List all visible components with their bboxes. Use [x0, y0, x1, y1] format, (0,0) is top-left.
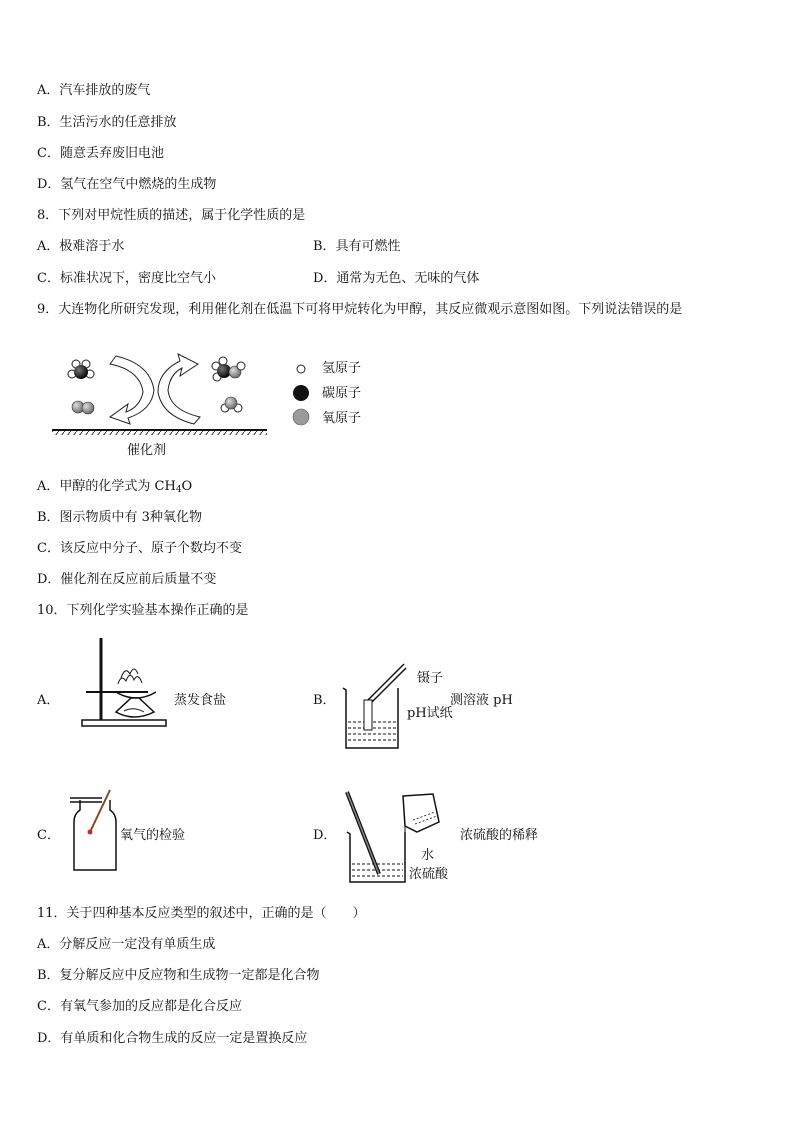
- q8-option-c: C．标准状况下，密度比空气小: [37, 271, 216, 286]
- q10-stem: 10．下列化学实验基本操作正确的是: [37, 603, 249, 618]
- q10-option-a-letter: A．: [37, 693, 60, 708]
- q8-option-b: B．具有可燃性: [313, 239, 401, 254]
- q7-option-c: C．随意丢弃废旧电池: [37, 146, 164, 161]
- water-label: 水: [421, 848, 435, 863]
- arrow-up: [158, 354, 200, 424]
- legend-hydrogen: 氢原子: [322, 361, 362, 376]
- oxygen-molecule-left: [72, 401, 94, 414]
- water-molecule: [221, 397, 242, 412]
- arrow-down: [110, 356, 154, 424]
- methane-molecule: [68, 360, 94, 379]
- q11-option-c: C．有氧气参加的反应都是化合反应: [37, 999, 242, 1014]
- q8-stem: 8．下列对甲烷性质的描述，属于化学性质的是: [37, 208, 306, 223]
- q7-option-a: A．汽车排放的废气: [37, 83, 151, 98]
- q10-option-d-letter: D．: [313, 828, 337, 843]
- ph-test-apparatus: [338, 660, 408, 752]
- methanol-molecule: [212, 357, 245, 381]
- q11-stem: 11．关于四种基本反应类型的叙述中，正确的是（ ）: [37, 906, 366, 921]
- gas-bottle-apparatus: [66, 788, 122, 872]
- q7-option-d: D．氢气在空气中燃烧的生成物: [37, 177, 217, 192]
- q11-option-b: B．复分解反应中反应物和生成物一定都是化合物: [37, 968, 320, 983]
- tweezers-label: 镊子: [417, 671, 444, 686]
- q8-option-d: D．通常为无色、无味的气体: [313, 271, 480, 286]
- carbon-legend-icon: [293, 385, 309, 401]
- q8-option-a: A．极难溶于水: [37, 239, 125, 254]
- q10-option-c-caption: 氧气的检验: [120, 828, 186, 843]
- q10-option-c-letter: C．: [37, 828, 60, 843]
- legend-oxygen: 氧原子: [322, 411, 362, 426]
- q9-option-c: C．该反应中分子、原子个数均不变: [37, 541, 242, 556]
- evaporation-apparatus: [76, 636, 176, 728]
- legend-carbon: 碳原子: [322, 386, 362, 401]
- q10-option-b-letter: B．: [313, 693, 336, 708]
- conc-acid-label: 浓硫酸: [409, 867, 449, 882]
- q10-option-d-caption: 浓硫酸的稀释: [460, 828, 539, 843]
- q9-option-b: B．图示物质中有 3种氧化物: [37, 510, 202, 525]
- q9-option-a: A．甲醇的化学式为 $CH_4O$: [37, 479, 193, 495]
- q11-option-d: D．有单质和化合物生成的反应一定是置换反应: [37, 1031, 308, 1046]
- q7-option-b: B．生活污水的任意排放: [37, 115, 177, 130]
- catalyst-label: 催化剂: [127, 443, 167, 458]
- hydrogen-legend-icon: [297, 365, 305, 373]
- q10-option-a-caption: 蒸发食盐: [174, 693, 227, 708]
- ph-paper-label: pH试纸: [407, 706, 453, 721]
- oxygen-legend-icon: [293, 409, 309, 425]
- q9-reaction-figure: [40, 352, 380, 462]
- q9-stem: 9．大连物化所研究发现，利用催化剂在低温下可将甲烷转化为甲醇，其反应微观示意图如图。下列说法错误的是: [37, 302, 683, 317]
- q10-option-b-caption: 测溶液 pH: [450, 693, 513, 708]
- q9-option-d: D．催化剂在反应前后质量不变: [37, 572, 217, 587]
- q11-option-a: A．分解反应一定没有单质生成: [37, 937, 216, 952]
